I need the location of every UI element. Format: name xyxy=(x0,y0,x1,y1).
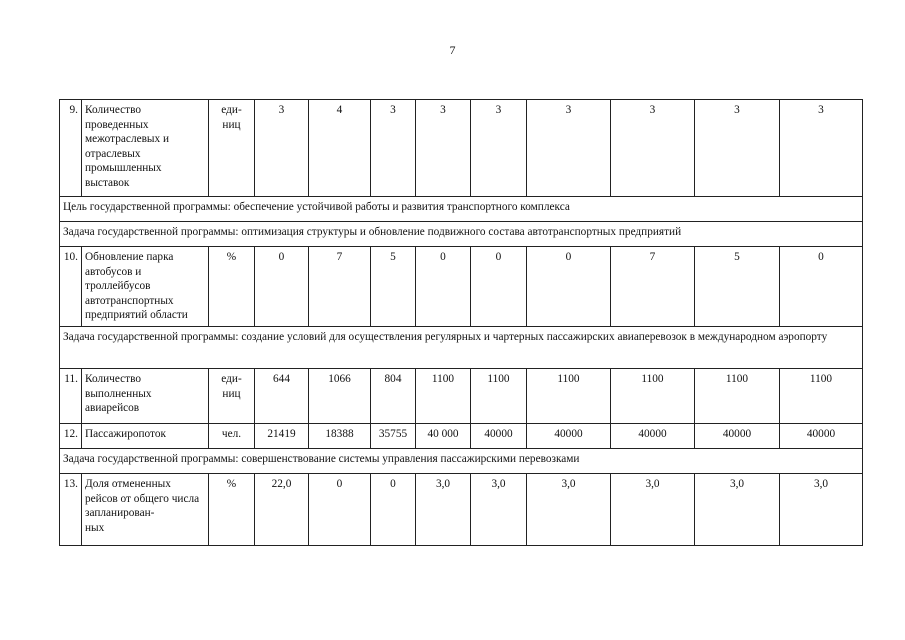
value-cell: 3,0 xyxy=(527,474,611,546)
row-number: 13. xyxy=(60,474,82,546)
value-cell: 3 xyxy=(416,100,471,197)
unit-cell: % xyxy=(209,474,255,546)
value-cell: 3,0 xyxy=(780,474,863,546)
indicator-name: Доля отмененных рейсов от общего числа запланирован- ных xyxy=(82,474,209,546)
value-cell: 1100 xyxy=(695,369,780,424)
indicator-name: Пассажиропоток xyxy=(82,424,209,449)
value-cell: 22,0 xyxy=(255,474,309,546)
table-row xyxy=(60,369,863,424)
value-cell: 1100 xyxy=(780,369,863,424)
value-cell: 1100 xyxy=(611,369,695,424)
value-cell: 3,0 xyxy=(416,474,471,546)
row-number: 9. xyxy=(60,100,82,197)
table-row xyxy=(60,247,863,327)
indicator-name: Количество выполненных авиарейсов xyxy=(82,369,209,424)
value-cell: 3,0 xyxy=(611,474,695,546)
value-cell: 40000 xyxy=(695,424,780,449)
value-cell: 5 xyxy=(695,247,780,327)
row-number: 11. xyxy=(60,369,82,424)
unit-cell: чел. xyxy=(209,424,255,449)
value-cell: 1100 xyxy=(527,369,611,424)
value-cell: 1066 xyxy=(309,369,371,424)
value-cell: 40000 xyxy=(527,424,611,449)
value-cell: 21419 xyxy=(255,424,309,449)
value-cell: 1100 xyxy=(471,369,527,424)
value-cell: 0 xyxy=(255,247,309,327)
value-cell: 7 xyxy=(611,247,695,327)
value-cell: 0 xyxy=(527,247,611,327)
section-header-row xyxy=(60,197,863,222)
value-cell: 3 xyxy=(695,100,780,197)
section-header-text: Задача государственной программы: создание условий для осуществления регулярных и чартерных пассажирских авиаперевозок в международном аэропорту xyxy=(60,327,863,369)
section-header-text: Задача государственной программы: оптимизация структуры и обновление подвижного состава автотранспортных предприятий xyxy=(60,222,863,247)
unit-cell: еди- ниц xyxy=(209,100,255,197)
section-header-text: Задача государственной программы: совершенствование системы управления пассажирскими перевозками xyxy=(60,449,863,474)
value-cell: 644 xyxy=(255,369,309,424)
value-cell: 3,0 xyxy=(471,474,527,546)
value-cell: 0 xyxy=(780,247,863,327)
value-cell: 40000 xyxy=(780,424,863,449)
value-cell: 804 xyxy=(371,369,416,424)
section-header-text: Цель государственной программы: обеспечение устойчивой работы и развития транспортного комплекса xyxy=(60,197,863,222)
page-number: 7 xyxy=(449,43,456,57)
value-cell: 4 xyxy=(309,100,371,197)
row-number: 10. xyxy=(60,247,82,327)
indicators-table xyxy=(59,99,863,546)
section-header-row xyxy=(60,327,863,369)
table-body xyxy=(60,100,863,546)
row-number: 12. xyxy=(60,424,82,449)
table-row xyxy=(60,424,863,449)
value-cell: 1100 xyxy=(416,369,471,424)
section-header-row xyxy=(60,222,863,247)
indicator-name: Обновление парка автобусов и троллейбусов автотранспортных предприятий области xyxy=(82,247,209,327)
table-row xyxy=(60,100,863,197)
value-cell: 3 xyxy=(471,100,527,197)
unit-cell: % xyxy=(209,247,255,327)
value-cell: 3 xyxy=(371,100,416,197)
value-cell: 0 xyxy=(309,474,371,546)
value-cell: 5 xyxy=(371,247,416,327)
value-cell: 3 xyxy=(611,100,695,197)
value-cell: 40000 xyxy=(471,424,527,449)
value-cell: 0 xyxy=(471,247,527,327)
value-cell: 0 xyxy=(416,247,471,327)
value-cell: 40000 xyxy=(611,424,695,449)
value-cell: 35755 xyxy=(371,424,416,449)
value-cell: 40 000 xyxy=(416,424,471,449)
value-cell: 3,0 xyxy=(695,474,780,546)
value-cell: 3 xyxy=(255,100,309,197)
section-header-row xyxy=(60,449,863,474)
table-row xyxy=(60,474,863,546)
indicator-name: Количество проведенных межотраслевых и отраслевых промышленных выставок xyxy=(82,100,209,197)
value-cell: 3 xyxy=(780,100,863,197)
value-cell: 3 xyxy=(527,100,611,197)
value-cell: 7 xyxy=(309,247,371,327)
unit-cell: еди- ниц xyxy=(209,369,255,424)
value-cell: 18388 xyxy=(309,424,371,449)
value-cell: 0 xyxy=(371,474,416,546)
